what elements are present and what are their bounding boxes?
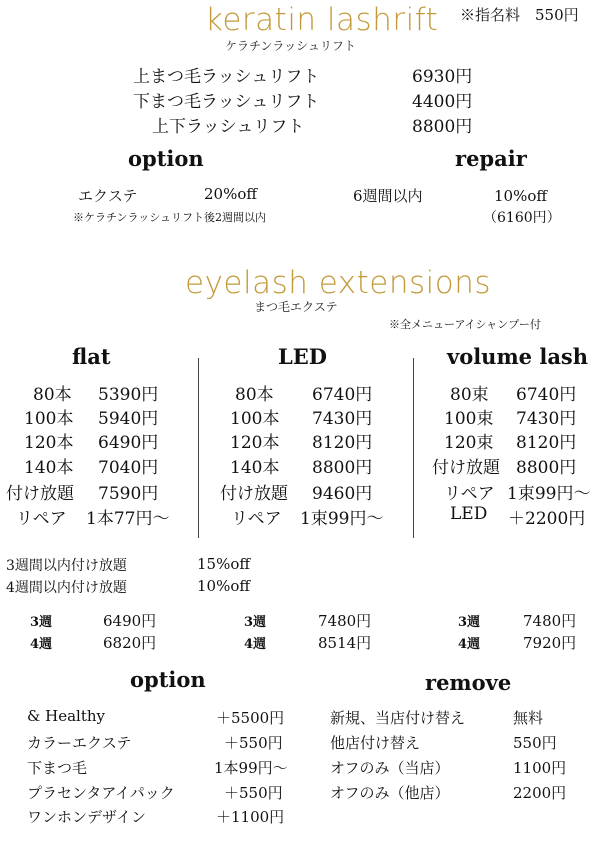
flat-week-label: 3週	[30, 615, 53, 630]
designation-fee-note: ※指名料 550円	[460, 6, 579, 24]
volume-row-price: 7430円	[516, 409, 577, 429]
keratin-option-item: エクステ	[78, 187, 138, 205]
led-row-price: 9460円	[312, 484, 373, 504]
led-row-label: リペア	[231, 509, 282, 529]
volume-row-label: 120束	[444, 433, 494, 453]
flat-row-price: 7040円	[98, 458, 159, 478]
remove-item-price: 550円	[513, 734, 557, 752]
remove-item-name: オフのみ（当店）	[330, 759, 450, 777]
option-item-name: ワンホンデザイン	[27, 808, 146, 826]
column-divider	[198, 358, 199, 538]
option-item-price: ＋550円	[224, 784, 283, 802]
option-item-price: ＋5500円	[216, 709, 285, 727]
extensions-subtitle: まつ毛エクステ	[254, 300, 338, 314]
option-item-name: カラーエクステ	[27, 734, 132, 752]
lashlift-both-price: 8800円	[412, 117, 473, 137]
lashlift-upper-price: 6930円	[412, 67, 473, 87]
flat-heading: flat	[72, 344, 111, 369]
volume-heading: volume lash	[447, 344, 589, 369]
option-heading: option	[130, 667, 206, 692]
volume-week-price: 7920円	[523, 634, 577, 652]
lashlift-upper-name: 上まつ毛ラッシュリフト	[133, 67, 320, 87]
discount-label: 4週間以内付け放題	[6, 580, 127, 596]
flat-row-price: 6490円	[98, 433, 159, 453]
keratin-option-heading: option	[128, 146, 204, 171]
discount-label: 3週間以内付け放題	[6, 558, 127, 574]
led-row-label: 80本	[235, 385, 274, 405]
keratin-title: keratin lashrift	[205, 2, 439, 38]
led-row-price: 1束99円～	[300, 509, 384, 529]
flat-row-label: 100本	[24, 409, 74, 429]
column-divider	[413, 358, 414, 538]
flat-row-price: 5940円	[98, 409, 159, 429]
flat-week-price: 6490円	[103, 612, 157, 630]
volume-row-price: 8120円	[516, 433, 577, 453]
flat-row-price: 7590円	[98, 484, 159, 504]
option-item-price: ＋550円	[224, 734, 283, 752]
flat-week-price: 6820円	[103, 634, 157, 652]
option-item-price: 1本99円～	[214, 759, 288, 777]
lashlift-lower-price: 4400円	[412, 92, 473, 112]
option-item-name: & Healthy	[27, 707, 105, 725]
volume-row-price: 1束99円～	[507, 484, 591, 504]
volume-row-price: ＋2200円	[508, 509, 586, 529]
option-item-name: プラセンタアイパック	[27, 784, 175, 802]
flat-row-label: 140本	[24, 458, 74, 478]
led-row-label: 140本	[230, 458, 280, 478]
flat-row-label: 付け放題	[6, 484, 74, 504]
remove-item-price: 2200円	[513, 784, 567, 802]
flat-row-label: リペア	[16, 509, 67, 529]
extensions-title: eyelash extensions	[185, 265, 492, 301]
keratin-repair-price: （6160円）	[483, 210, 561, 226]
led-week-price: 8514円	[318, 634, 372, 652]
led-row-price: 7430円	[312, 409, 373, 429]
led-row-price: 8120円	[312, 433, 373, 453]
led-week-label: 3週	[244, 615, 267, 630]
keratin-option-discount: 20%off	[204, 185, 258, 203]
remove-item-name: 他店付け替え	[330, 734, 421, 752]
volume-week-label: 4週	[458, 637, 481, 652]
volume-row-price: 8800円	[516, 458, 577, 478]
keratin-subtitle: ケラチンラッシュリフト	[225, 39, 356, 53]
volume-row-label: 100束	[444, 409, 494, 429]
led-row-label: 120本	[230, 433, 280, 453]
keratin-option-note: ※ケラチンラッシュリフト後2週間以内	[73, 211, 267, 224]
volume-row-label: LED	[450, 504, 488, 524]
remove-item-price: 1100円	[513, 759, 567, 777]
led-week-price: 7480円	[318, 612, 372, 630]
lashlift-both-name: 上下ラッシュリフト	[152, 117, 305, 137]
discount-value: 10%off	[197, 577, 251, 595]
led-row-price: 8800円	[312, 458, 373, 478]
remove-heading: remove	[425, 670, 512, 695]
keratin-repair-discount: 10%off	[494, 187, 548, 205]
remove-item-name: オフのみ（他店）	[330, 784, 450, 802]
led-row-price: 6740円	[312, 385, 373, 405]
volume-row-label: 80束	[450, 385, 489, 405]
lashlift-lower-name: 下まつ毛ラッシュリフト	[133, 92, 320, 112]
option-item-price: ＋1100円	[216, 808, 285, 826]
flat-row-label: 120本	[24, 433, 74, 453]
volume-week-price: 7480円	[523, 612, 577, 630]
volume-row-price: 6740円	[516, 385, 577, 405]
led-week-label: 4週	[244, 637, 267, 652]
remove-item-name: 新規、当店付け替え	[330, 709, 466, 727]
keratin-repair-heading: repair	[455, 146, 527, 171]
remove-item-price: 無料	[513, 709, 544, 727]
flat-row-price: 5390円	[98, 385, 159, 405]
extensions-shampoo-note: ※全メニューアイシャンプー付	[389, 318, 541, 331]
led-heading: LED	[278, 344, 327, 369]
volume-row-label: 付け放題	[432, 458, 500, 478]
flat-row-price: 1本77円～	[86, 509, 170, 529]
volume-row-label: リペア	[444, 484, 495, 504]
led-row-label: 付け放題	[220, 484, 288, 504]
discount-value: 15%off	[197, 555, 251, 573]
flat-week-label: 4週	[30, 637, 53, 652]
volume-week-label: 3週	[458, 615, 481, 630]
option-item-name: 下まつ毛	[27, 759, 88, 777]
keratin-repair-item: 6週間以内	[353, 187, 423, 205]
flat-row-label: 80本	[33, 385, 72, 405]
led-row-label: 100本	[230, 409, 280, 429]
